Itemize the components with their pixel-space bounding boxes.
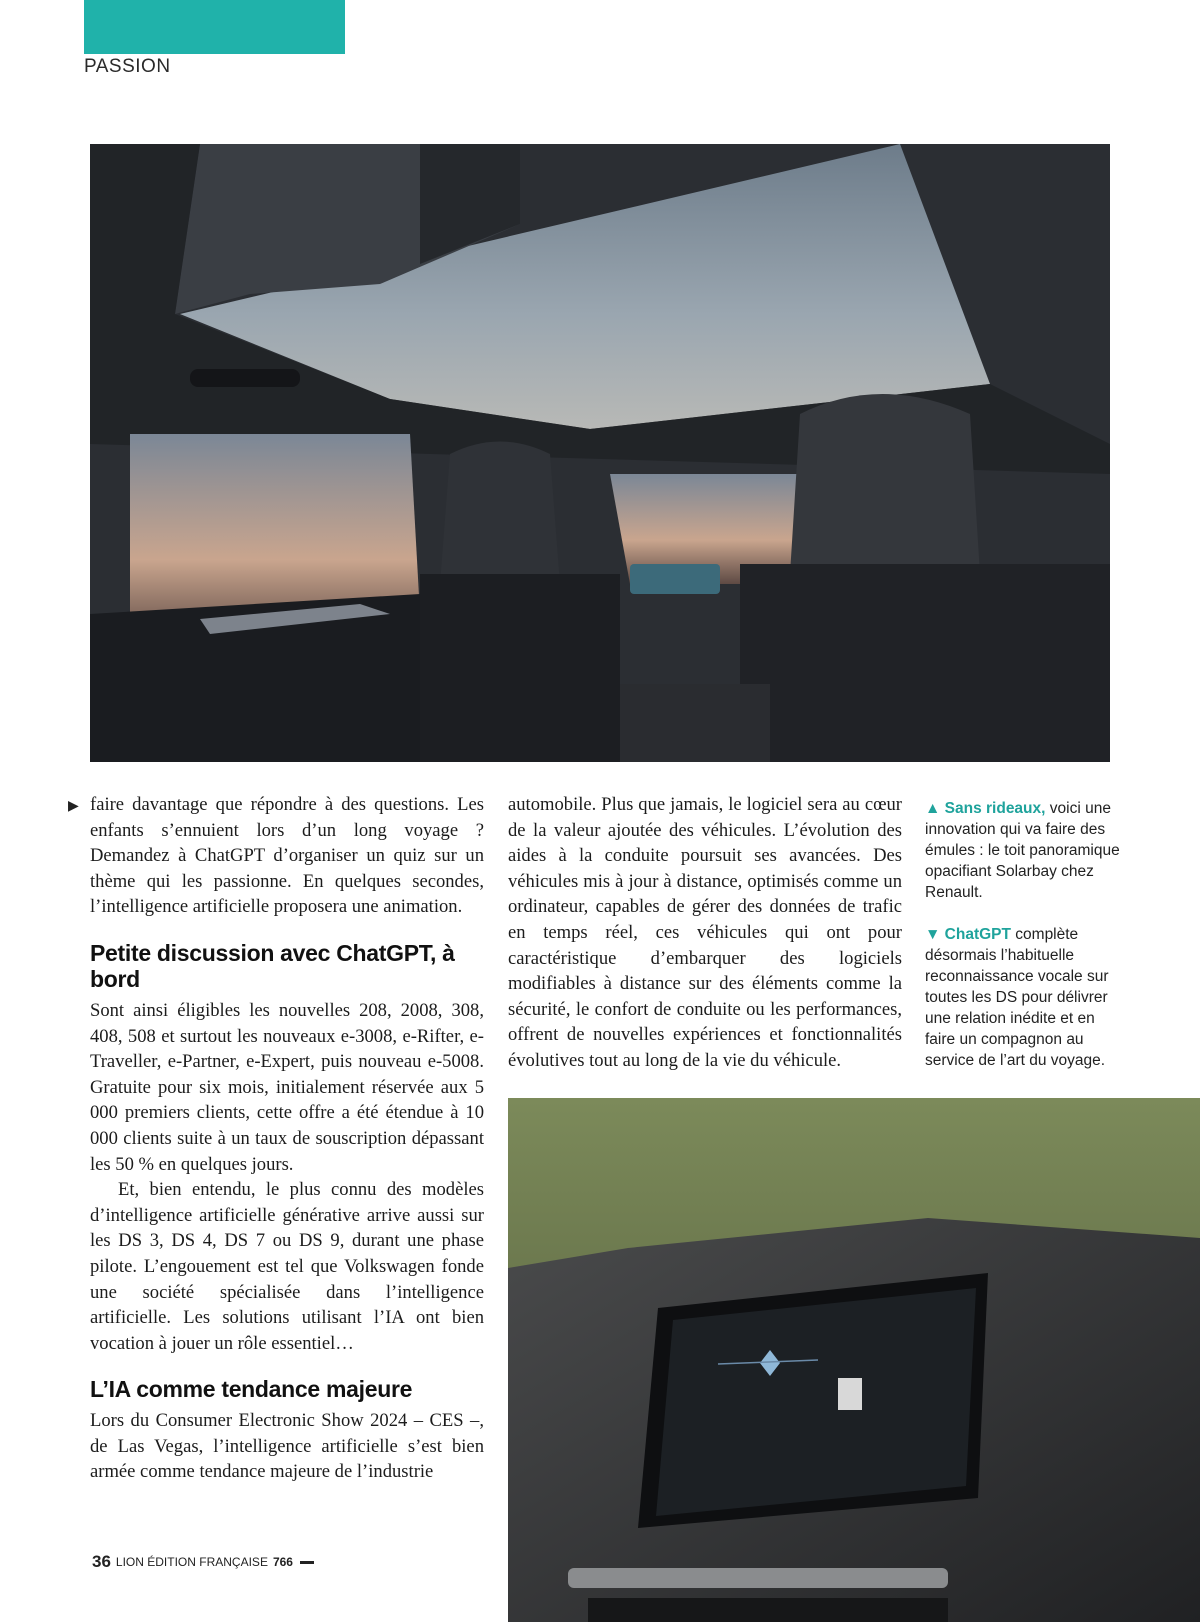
section-label: PASSION xyxy=(84,56,171,77)
footer-rule xyxy=(300,1561,314,1564)
subheading-ia-tendance: L’IA comme tendance majeure xyxy=(90,1376,413,1403)
intro-paragraph: faire davantage que répondre à des questions. Les enfants s’ennuient lors d’un long voyage ? Demandez à ChatGPT d’organiser un quiz sur un thème qui les passionne. En quelques secondes, l’intelligence artificielle proposera une animation. xyxy=(90,794,484,918)
caption-lead: Sans rideaux, xyxy=(944,800,1046,817)
caption-text: voici une innovation qui va faire des émules : le toit panoramique opacifiant Solarbay chez Renault. xyxy=(925,800,1120,901)
caption-marker-up-icon: ▲ xyxy=(925,800,941,817)
middle-column xyxy=(508,792,902,1074)
car-interior-panoramic-roof-photo xyxy=(90,144,1110,762)
photo-caption-top xyxy=(925,798,1125,903)
subheading-chatgpt: Petite discussion avec ChatGPT, à bord xyxy=(90,939,455,992)
page-footer xyxy=(92,1552,314,1572)
left-column xyxy=(90,792,484,1485)
magazine-name: LION ÉDITION FRANÇAISE xyxy=(115,1555,268,1569)
continuation-arrow-icon: ▶ xyxy=(68,798,79,814)
caption-lead: ChatGPT xyxy=(944,926,1011,943)
issue-number: 766 xyxy=(272,1555,293,1569)
photo-caption-bottom xyxy=(925,924,1125,1071)
ds-dashboard-screen-photo xyxy=(508,1098,1200,1622)
body-paragraph: Lors du Consumer Electronic Show 2024 – CES –, de Las Vegas, l’intelligence artificielle s’est bien armée comme tendance majeure de l’industrie xyxy=(90,1410,484,1483)
section-color-bar xyxy=(84,0,345,54)
body-paragraph: Sont ainsi éligibles les nouvelles 208, 2008, 308, 408, 508 et surtout les nouveaux e-3008, e-Rifter, e-Traveller, e-Partner, e-Expert, puis nouveau e-5008. Gratuite pour six mois, initialement réservée aux 5 000 premiers clients, cette offre a été étendue à 10 000 clients suite à un taux de souscription dépassant les 50 % en quelques jours. xyxy=(90,999,484,1175)
page-number: 36 xyxy=(92,1552,111,1571)
caption-marker-down-icon: ▼ xyxy=(925,926,941,943)
body-paragraph: Et, bien entendu, le plus connu des modèles d’intelligence artificielle générative arrive aussi sur les DS 3, DS 4, DS 7 ou DS 9, durant une phase pilote. L’engouement est tel que Volkswagen fonde une société spécialisée dans l’intelligence artificielle. Les solutions utilisant l’IA ont bien vocation à jouer un rôle essentiel… xyxy=(90,1179,484,1354)
body-paragraph: automobile. Plus que jamais, le logiciel sera au cœur de la valeur ajoutée des véhicules. L’évolution des aides à la conduite poursuit ses avancées. Des véhicules mis à jour à distance, optimisés comme un ordinateur, capables de gérer des données de trafic en temps réel, ces véhicules qui ont pour caractéristique d’embarquer des logiciels modifiables à distance sur des éléments comme la sécurité, le confort de conduite ou les performances, offrent de nouvelles expériences et fonctionnalités évolutives tout au long de la vie du véhicule. xyxy=(508,794,902,1071)
caption-text: complète désormais l’habituelle reconnaissance vocale sur toutes les DS pour délivrer une relation inédite et en faire un compagnon au service de l’art du voyage. xyxy=(925,926,1109,1069)
